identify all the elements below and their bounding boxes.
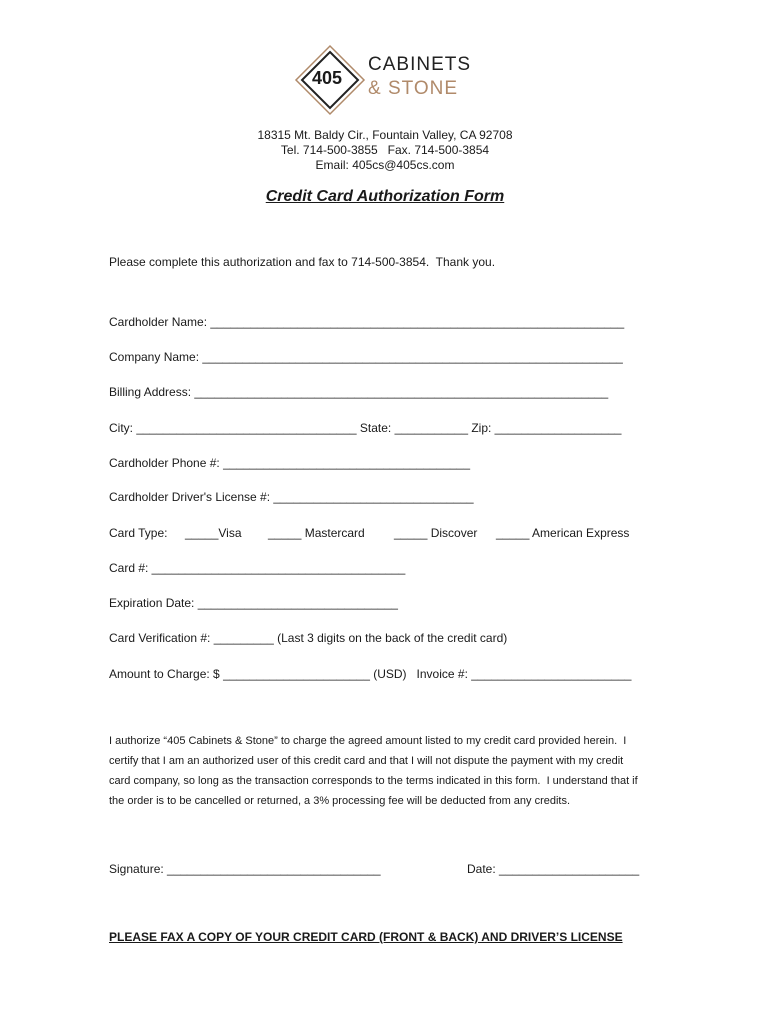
- logo-text-cabinets: CABINETS: [368, 54, 472, 75]
- card-type-discover-option[interactable]: _____ Discover: [394, 526, 478, 540]
- expiration-date-field[interactable]: Expiration Date: ______________________________: [109, 596, 398, 610]
- cardholder-phone-field[interactable]: Cardholder Phone #: _____________________________________: [109, 456, 471, 470]
- card-type-mastercard-option[interactable]: _____ Mastercard: [268, 526, 365, 540]
- company-name-field[interactable]: Company Name: _______________________________________________________________: [109, 350, 623, 364]
- amount-invoice-field[interactable]: Amount to Charge: $ ______________________ (USD) Invoice #: ________________________: [109, 667, 632, 681]
- signature-field[interactable]: Signature: ________________________________: [109, 862, 381, 876]
- authorization-line-3: card company, so long as the transaction corresponds to the terms indicated in this form. I understand that if: [109, 775, 638, 787]
- company-address: 18315 Mt. Baldy Cir., Fountain Valley, CA 92708: [257, 128, 513, 142]
- logo-text-stone: & STONE: [368, 78, 459, 99]
- billing-address-field[interactable]: Billing Address: ______________________________________________________________: [109, 385, 609, 399]
- logo-number: 405: [311, 68, 343, 88]
- authorization-line-1: I authorize “405 Cabinets & Stone” to charge the agreed amount listed to my credit card provided herein. I: [109, 735, 627, 747]
- authorization-line-4: the order is to be cancelled or returned, a 3% processing fee will be deducted from any credits.: [109, 795, 571, 807]
- card-type-label: Card Type:: [109, 526, 168, 540]
- fax-instruction-footer: PLEASE FAX A COPY OF YOUR CREDIT CARD (FRONT & BACK) AND DRIVER’S LICENSE: [109, 930, 623, 944]
- company-phone-fax: Tel. 714-500-3855 Fax. 714-500-3854: [280, 143, 490, 157]
- date-field[interactable]: Date: _____________________: [467, 862, 640, 876]
- cardholder-name-field[interactable]: Cardholder Name: ______________________________________________________________: [109, 315, 625, 329]
- card-type-amex-option[interactable]: _____ American Express: [496, 526, 630, 540]
- form-intro: Please complete this authorization and fax to 714-500-3854. Thank you.: [109, 255, 496, 269]
- card-type-visa-option[interactable]: _____Visa: [185, 526, 242, 540]
- authorization-line-2: certify that I am an authorized user of this credit card and that I will not dispute the payment with my credit: [109, 755, 624, 767]
- card-verification-field[interactable]: Card Verification #: _________ (Last 3 digits on the back of the credit card): [109, 631, 508, 645]
- drivers-license-field[interactable]: Cardholder Driver's License #: ______________________________: [109, 490, 474, 504]
- company-email: Email: 405cs@405cs.com: [315, 158, 455, 172]
- card-number-field[interactable]: Card #: ______________________________________: [109, 561, 406, 575]
- company-logo: [294, 44, 478, 116]
- form-title: Credit Card Authorization Form: [265, 188, 505, 205]
- city-state-zip-field[interactable]: City: _________________________________ State: ___________ Zip: ___________________: [109, 421, 622, 435]
